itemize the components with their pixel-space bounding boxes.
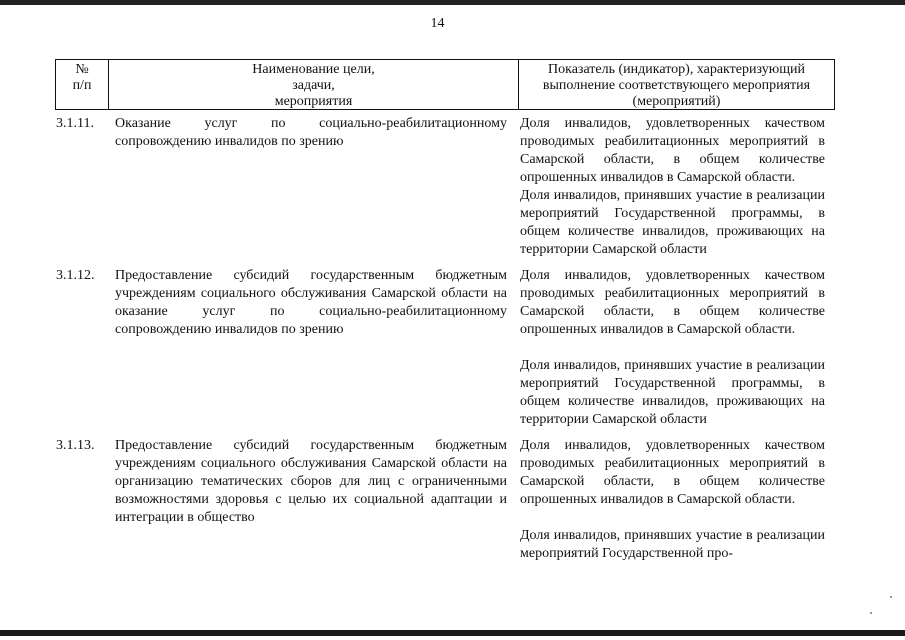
top-edge-line xyxy=(0,0,905,5)
indicator-text: Доля инвалидов, принявших участие в реализации мероприятий Государственной программы, в общем количестве инвалидов, проживающих на территории Самарской области xyxy=(520,358,825,427)
page-number: 14 xyxy=(430,16,445,31)
row-indicator xyxy=(520,115,825,259)
row-name: Предоставление субсидий государственным бюджетным учреждениям социального обслуживания Самарской области на оказание услуг по социально-реабилитационному сопровождению инвалидов по зрению xyxy=(115,268,507,337)
row-name: Предоставление субсидий государственным бюджетным учреждениям социального обслуживания Самарской области на организацию тематических сборов для лиц с ограниченными возможностями здоровья с целью их социальной адаптации и интеграции в общество xyxy=(115,438,507,525)
row-indicator xyxy=(520,267,825,429)
bottom-edge-line xyxy=(0,630,905,636)
indicator-text: Доля инвалидов, удовлетворенных качеством проводимых реабилитационных мероприятий в Самарской области, в общем количестве опрошенных инвалидов в Самарской области. xyxy=(520,438,825,507)
header-number: № п/п xyxy=(72,62,92,93)
indicator-text: Доля инвалидов, удовлетворенных качеством проводимых реабилитационных мероприятий в Самарской области, в общем количестве опрошенных инвалидов в Самарской области. xyxy=(520,268,825,337)
scan-speck xyxy=(890,596,892,598)
row-number: 3.1.11. xyxy=(56,116,94,131)
row-name: Оказание услуг по социально-реабилитационному сопровождению инвалидов по зрению xyxy=(115,116,507,149)
table-header xyxy=(55,59,835,110)
row-number: 3.1.13. xyxy=(56,438,95,453)
header-indicator: Показатель (индикатор), характеризующий выполнение соответствующего мероприятия (мероприятий) xyxy=(542,62,811,109)
row-indicator xyxy=(520,437,825,563)
row-number: 3.1.12. xyxy=(56,268,95,283)
header-name: Наименование цели, задачи, мероприятия xyxy=(252,62,375,109)
indicator-text: Доля инвалидов, принявших участие в реализации мероприятий Государственной программы, в общем количестве инвалидов, проживающих на территории Самарской области xyxy=(520,188,825,257)
scan-speck xyxy=(870,612,872,614)
indicator-text: Доля инвалидов, удовлетворенных качеством проводимых реабилитационных мероприятий в Самарской области, в общем количестве опрошенных инвалидов в Самарской области. xyxy=(520,116,825,185)
indicator-text: Доля инвалидов, принявших участие в реализации мероприятий Государственной про- xyxy=(520,528,825,561)
